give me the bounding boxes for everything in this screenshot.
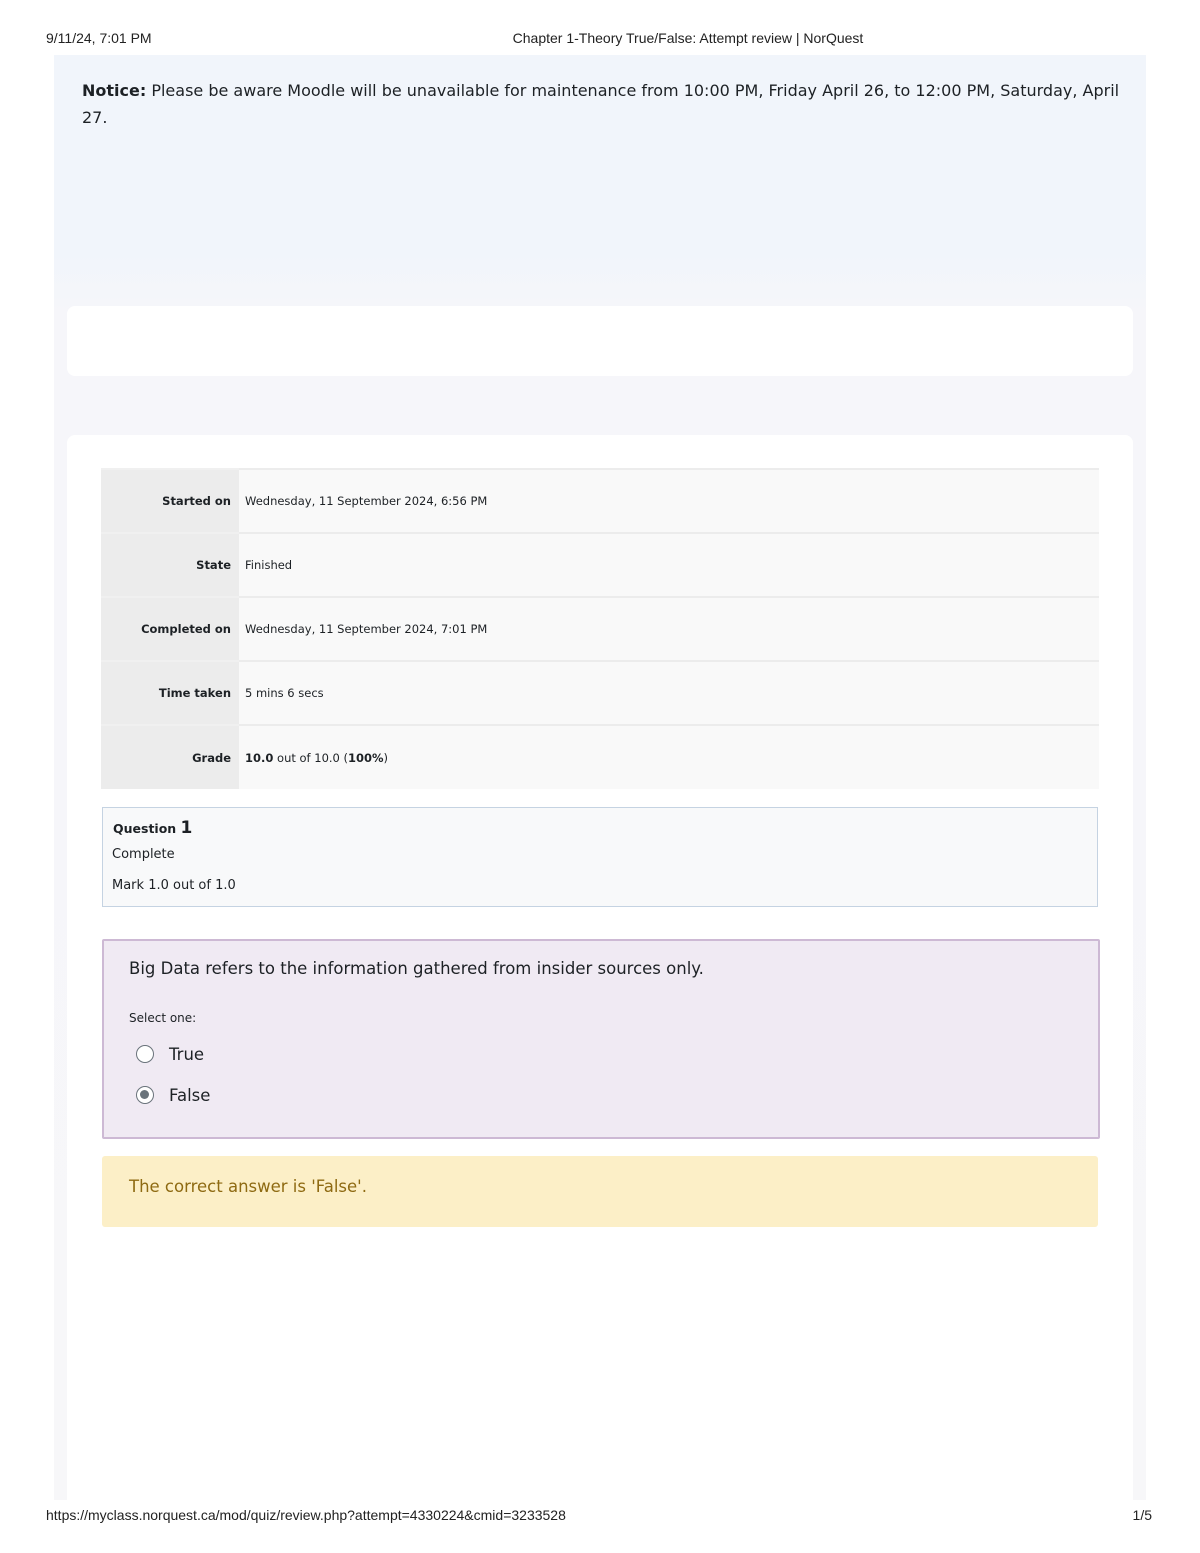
correct-answer-text: The correct answer is 'False'.	[129, 1177, 367, 1196]
question-number-value: 1	[180, 818, 193, 838]
summary-row-time-taken	[101, 661, 1099, 725]
summary-value: 5 mins 6 secs	[239, 661, 1099, 725]
select-one-prompt: Select one:	[129, 1011, 197, 1025]
radio-false[interactable]	[136, 1086, 154, 1104]
summary-label: Started on	[101, 469, 239, 533]
attempt-review-card	[67, 435, 1133, 1500]
print-page-title: Chapter 1-Theory True/False: Attempt review | NorQuest	[512, 30, 864, 46]
header-card	[67, 306, 1133, 376]
grade-percent: 100%	[348, 750, 384, 765]
question-mark: Mark 1.0 out of 1.0	[112, 878, 236, 893]
print-header	[0, 30, 1200, 50]
print-page-number: 1/5	[1132, 1507, 1152, 1523]
option-false[interactable]	[136, 1082, 210, 1108]
question-formulation	[102, 939, 1100, 1139]
summary-label: Completed on	[101, 597, 239, 661]
summary-row-state	[101, 533, 1099, 597]
question-text: Big Data refers to the information gathered from insider sources only.	[129, 959, 704, 978]
question-label: Question	[113, 821, 181, 836]
notice-text: Please be aware Moodle will be unavailable for maintenance from 10:00 PM, Friday April 26, to 12:00 PM, Saturday, April 27.	[82, 81, 1120, 127]
maintenance-notice	[82, 77, 1122, 131]
notice-label: Notice:	[82, 81, 147, 100]
summary-label: State	[101, 533, 239, 597]
moodle-page	[54, 55, 1146, 1500]
summary-label: Time taken	[101, 661, 239, 725]
grade-score: 10.0	[245, 750, 274, 765]
option-true[interactable]	[136, 1041, 204, 1067]
feedback-box	[102, 1156, 1098, 1227]
print-url: https://myclass.norquest.ca/mod/quiz/review.php?attempt=4330224&cmid=3233528	[46, 1507, 566, 1523]
option-label: False	[169, 1085, 211, 1105]
summary-row-grade	[101, 725, 1099, 789]
summary-value: Finished	[239, 533, 1099, 597]
option-label: True	[169, 1044, 205, 1064]
summary-value: Wednesday, 11 September 2024, 7:01 PM	[239, 597, 1099, 661]
print-datetime: 9/11/24, 7:01 PM	[46, 30, 152, 46]
summary-value: Wednesday, 11 September 2024, 6:56 PM	[239, 469, 1099, 533]
summary-row-completed	[101, 597, 1099, 661]
question-state: Complete	[112, 847, 175, 862]
question-number	[113, 818, 192, 838]
attempt-summary-table	[101, 468, 1099, 789]
question-info-box	[102, 807, 1098, 907]
summary-label: Grade	[101, 725, 239, 789]
radio-true[interactable]	[136, 1045, 154, 1063]
print-footer	[0, 1507, 1200, 1527]
summary-row-started	[101, 469, 1099, 533]
grade-middle: out of 10.0 (	[273, 750, 349, 765]
summary-grade-value	[239, 725, 1099, 789]
grade-end: )	[383, 750, 389, 765]
